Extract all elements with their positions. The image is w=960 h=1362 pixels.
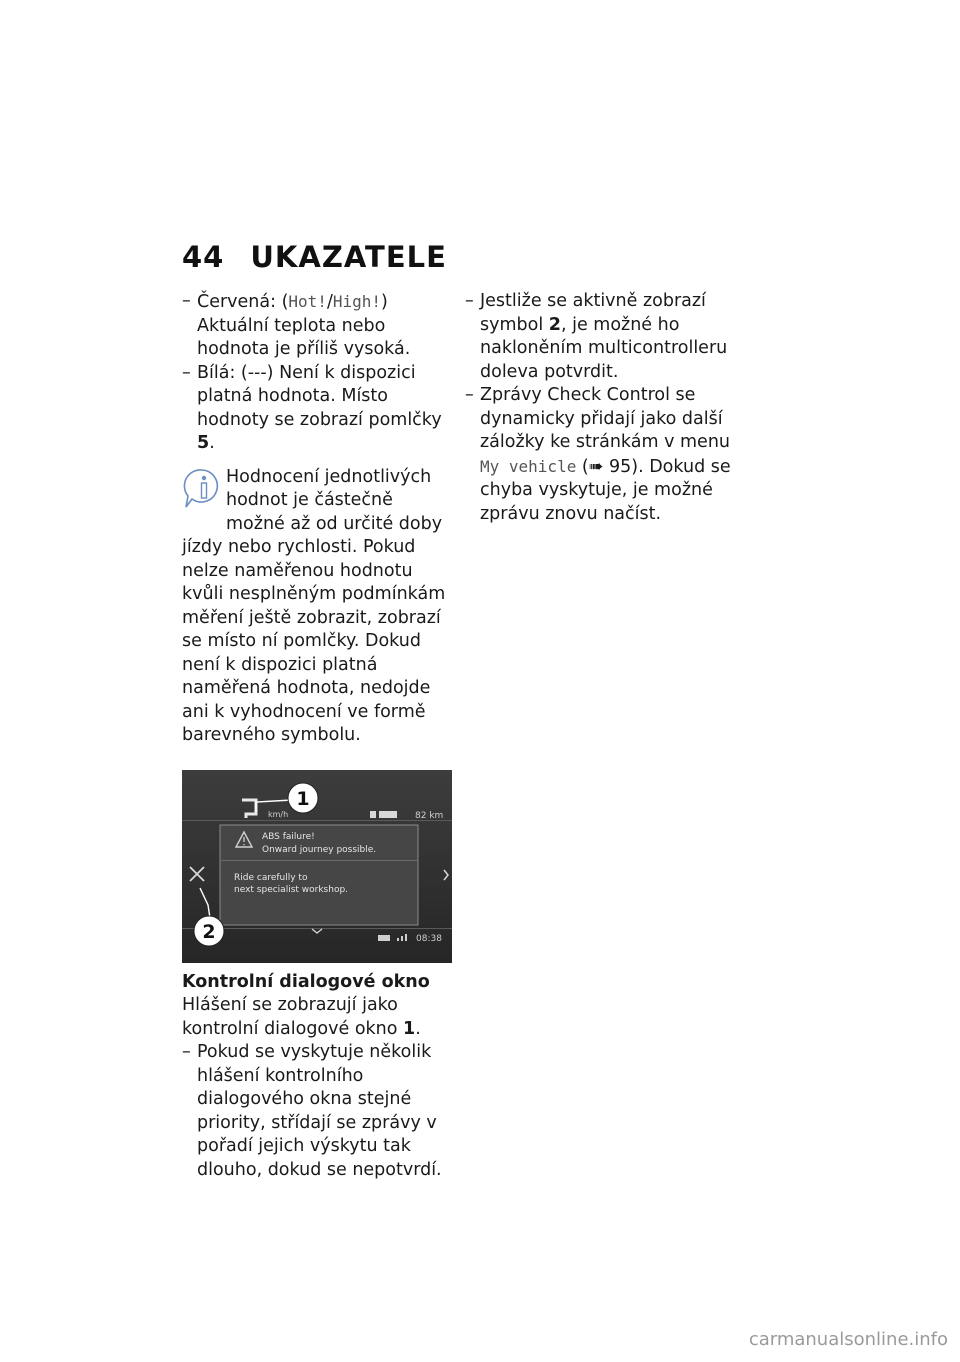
msg-line3: Ride carefully to bbox=[234, 872, 308, 883]
speed-unit: km/h bbox=[268, 809, 289, 819]
bullet-white: – Bílá: (---) Není k dispozici platná hodnota. Místo hodnoty se zobrazí pomlčky 5. bbox=[182, 362, 442, 453]
msg-line2: Onward journey possible. bbox=[262, 844, 377, 855]
bullet-check-control: – Zprávy Check Control se dynamicky přidají jako další záložky ke stránkám v menu My vehicle (➠ 95). Dokud se chyba vyskytuje, je možné zprávu znovu načíst. bbox=[465, 385, 731, 524]
left-column bbox=[182, 290, 452, 1182]
phone-icon bbox=[378, 935, 390, 941]
tft-display bbox=[182, 770, 452, 963]
hot-label: Hot! bbox=[288, 292, 327, 311]
svg-text:2: 2 bbox=[202, 920, 216, 943]
info-text: Hodnocení jednotlivých hodnot je částečně možné až od určité doby jízdy nebo rychlosti. Pokud nelze naměřenou hodnotu kvůli nesplněným podmínkám měření ještě zobrazit, zobrazí se místo ní pomlčky. Dokud není k dispozici platná naměřená hodnota, nedojde ani k vyhodnocení ve formě barevného symbolu. bbox=[182, 466, 446, 745]
menu-name: My vehicle bbox=[480, 456, 577, 476]
msg-title: ABS failure! bbox=[262, 831, 315, 842]
page-ref[interactable]: 95 bbox=[608, 456, 632, 477]
high-label: High! bbox=[332, 292, 382, 311]
clock: 08:38 bbox=[416, 933, 442, 944]
section-intro: Hlášení se zobrazují jako kontrolní dialogové okno 1. bbox=[182, 995, 421, 1039]
bullet-red: – Červená: (Hot!/High!) Aktuální teplota nebo hodnota je příliš vysoká. bbox=[182, 291, 411, 359]
bullet-symbol-confirm: – Jestliže se aktivně zobrazí symbol 2, je možné ho nakloněním multicontrolleru doleva potvrdit. bbox=[465, 291, 728, 382]
page-number: 44 bbox=[182, 240, 225, 274]
svg-text:1: 1 bbox=[296, 787, 310, 810]
right-column bbox=[465, 290, 735, 526]
info-note bbox=[182, 466, 452, 748]
bullet-multiple-messages: – Pokud se vyskytuje několik hlášení kontrolního dialogového okna stejné priority, střídají se zprávy v pořadí jejich výskytu tak dlouho, dokud se nepotvrdí. bbox=[182, 1042, 442, 1180]
page-ref-arrow-icon: ➠ bbox=[588, 456, 604, 477]
page-header bbox=[182, 240, 447, 274]
watermark: carmanualsonline.info bbox=[748, 1329, 948, 1350]
fuel-gauge-icon bbox=[370, 811, 397, 818]
page-title: UKAZATELE bbox=[250, 240, 447, 274]
info-icon bbox=[182, 466, 226, 514]
dashboard-figure bbox=[182, 770, 452, 963]
section-heading: Kontrolní dialogové okno bbox=[182, 971, 430, 992]
range-readout: 82 km bbox=[415, 810, 444, 821]
msg-line4: next specialist workshop. bbox=[234, 884, 349, 895]
